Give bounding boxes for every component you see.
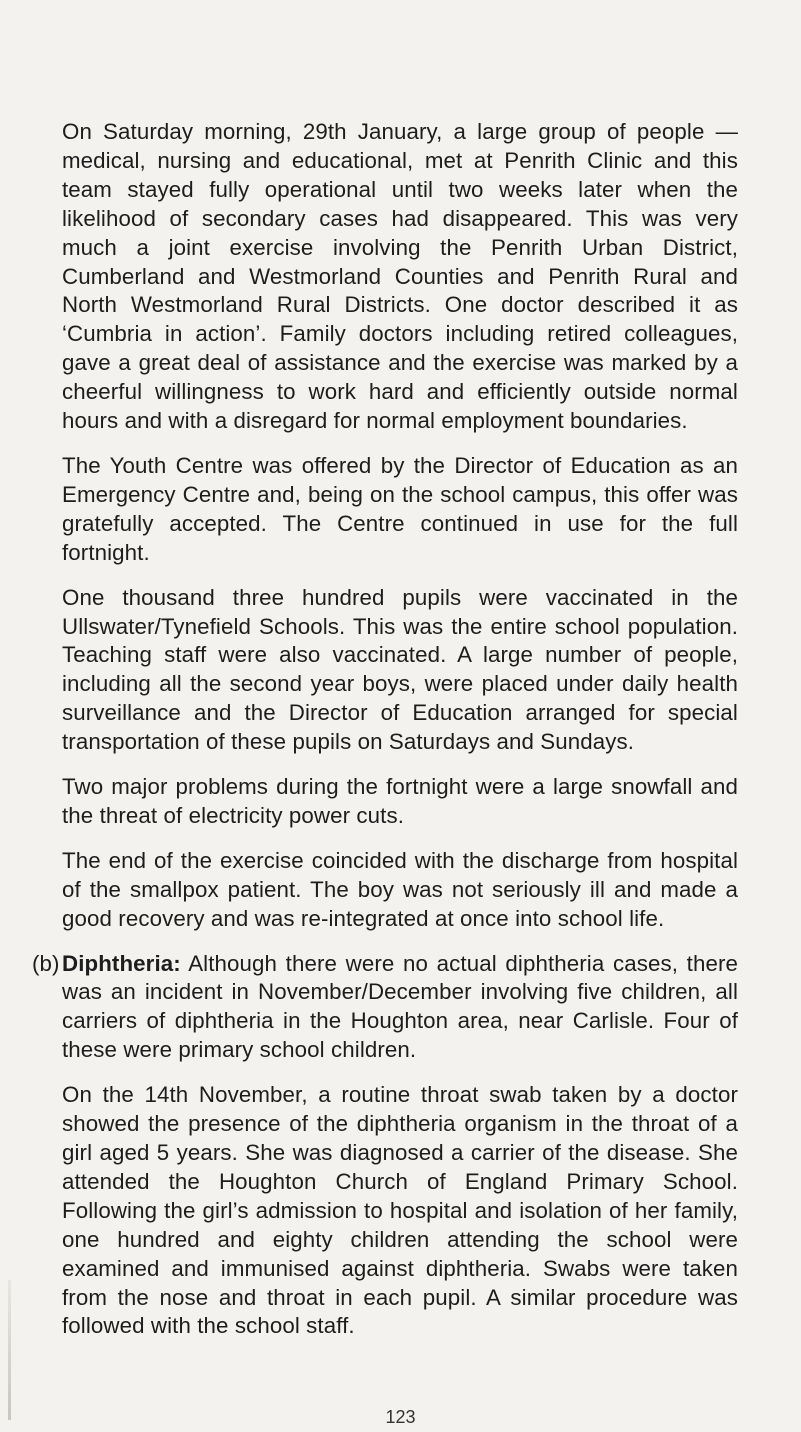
paragraph-throat-swab: On the 14th November, a routine throat swab taken by a doctor showed the presence of the diphtheria organism in the throat of a girl aged 5 years. She was diagnosed a carrier of the disease. She attended the Houghton Church of England Primary School. Following the girl’s admission to hospital and isolation of her family, one hundred and eighty children attending the school were examined and immunised against diphtheria. Swabs were taken from the nose and throat in each pupil. A similar procedure was followed with the school staff. [62, 1082, 738, 1339]
item-marker: (b) [32, 950, 60, 976]
paragraph-vaccination: One thousand three hundred pupils were vaccinated in the Ullswater/Tynefield Schools. This was the entire school population. Teaching staff were also vaccinated. A large number of people, including all the second year boys, were placed under daily health surveillance and the Director of Education arranged for special transportation of these pupils on Saturdays and Sundays. [62, 584, 738, 755]
item-heading: Diphtheria: [62, 950, 181, 976]
paragraph-problems: Two major problems during the fortnight were a large snowfall and the threat of electricity power cuts. [62, 774, 738, 828]
item-diphtheria [32, 950, 738, 1066]
item-text: Although there were no actual diphtheria cases, there was an incident in November/December involving five children, all carriers of diphtheria in the Houghton area, near Carlisle. Four of these were primary school children. [62, 950, 738, 1063]
body-text [32, 118, 738, 1357]
paragraph-penrith-clinic: On Saturday morning, 29th January, a large group of people — medical, nursing and educational, met at Penrith Clinic and this team stayed fully operational until two weeks later when the likelihood of secondary cases had disappeared. This was very much a joint exercise involving the Penrith Urban District, Cumberland and Westmorland Counties and Penrith Rural and North Westmorland Rural Districts. One doctor described it as ‘Cumbria in action’. Family doctors including retired colleagues, gave a great deal of assistance and the exercise was marked by a cheerful willingness to work hard and efficiently outside normal hours and with a disregard for normal employment boundaries. [62, 119, 738, 434]
paragraph-youth-centre: The Youth Centre was offered by the Director of Education as an Emergency Centre and, being on the school campus, this offer was gratefully accepted. The Centre continued in use for the full fortnight. [62, 452, 738, 565]
page-number: 123 [385, 1407, 416, 1427]
scan-edge-shadow [8, 1280, 11, 1420]
paragraph-exercise-end: The end of the exercise coincided with the discharge from hospital of the smallpox patient. The boy was not seriously ill and made a good recovery and was re-integrated at once into school life. [62, 847, 738, 931]
